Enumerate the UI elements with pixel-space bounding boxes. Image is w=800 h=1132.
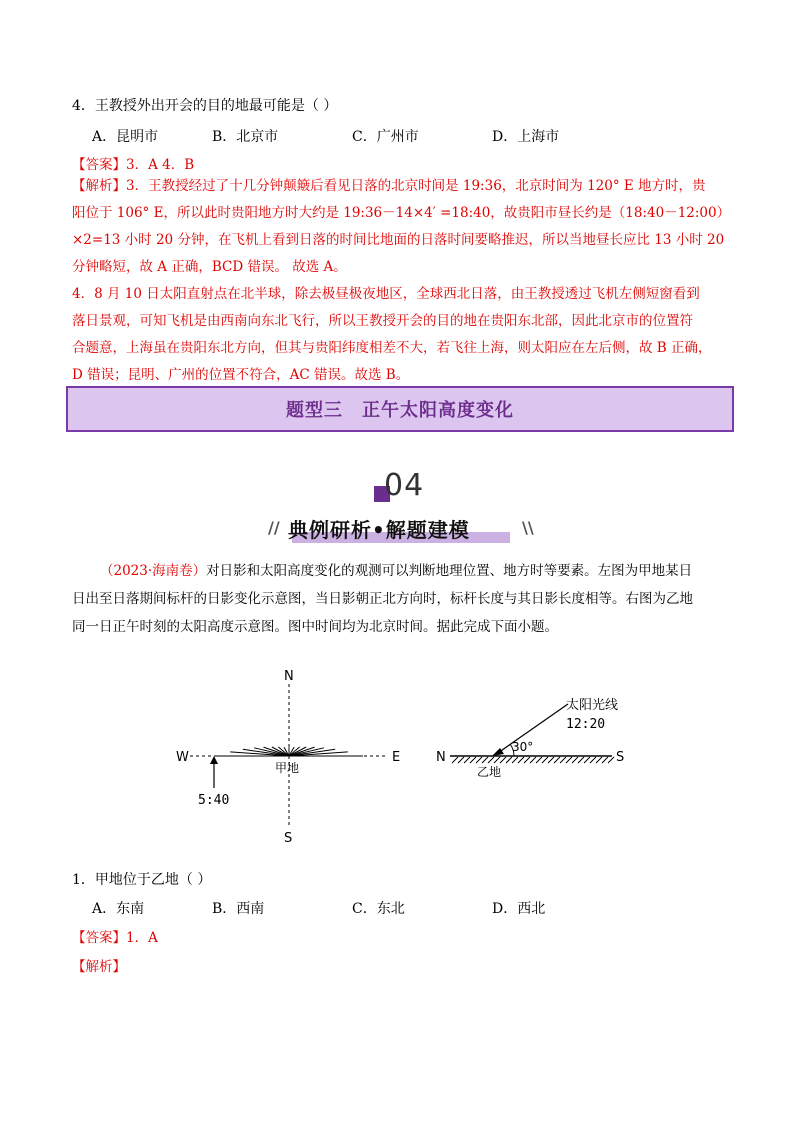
- answer-3-4: 【答案】3．A 4．B: [72, 157, 195, 173]
- hatch-line: [470, 757, 476, 763]
- label-south: S: [284, 831, 293, 846]
- hatch-line: [602, 757, 608, 763]
- q1-option-b: B．西南: [212, 901, 265, 917]
- hatch-line: [518, 757, 524, 763]
- hatch-line: [494, 757, 500, 763]
- arrowhead-icon: [210, 756, 218, 764]
- place-jia: 甲地: [275, 761, 300, 775]
- shadow-lines: [215, 747, 363, 756]
- q1-option-c: C．东北: [352, 901, 405, 917]
- hatch-line: [590, 757, 596, 763]
- q1-option-d: D．西北: [492, 901, 546, 917]
- hatch-line: [566, 757, 572, 763]
- left-slash-decoration: //: [268, 518, 280, 537]
- hatch-line: [452, 757, 458, 763]
- section-number: [374, 468, 434, 506]
- hatch-line: [464, 757, 470, 763]
- left-figure-shadow-diagram: [176, 669, 400, 846]
- hatch-line: [512, 757, 518, 763]
- hatch-line: [482, 757, 488, 763]
- intro-line: 同一日正午时刻的太阳高度示意图。图中时间均为北京时间。据此完成下面小题。: [72, 619, 558, 635]
- q4-option-a: A．昆明市: [92, 129, 159, 145]
- intro-line: 对日影和太阳高度变化的观测可以判断地理位置、地方时等要素。左图为甲地某日: [206, 563, 693, 579]
- analysis-line: D 错误；昆明、广州的位置不符合，AC 错误。故选 B。: [72, 367, 410, 383]
- figure: [0, 660, 800, 860]
- sunrise-time: 5:40: [198, 793, 230, 808]
- label-north-right: N: [436, 750, 446, 765]
- analysis-line: 分钟略短，故 A 正确，BCD 错误。 故选 A。: [72, 259, 347, 275]
- banner-title: 题型三 正午太阳高度变化: [286, 400, 514, 421]
- hatch-line: [536, 757, 542, 763]
- hatch-line: [548, 757, 554, 763]
- hatch-line: [530, 757, 536, 763]
- analysis-line: ×2=13 小时 20 分钟，在飞机上看到日落的时间比地面的日落时间要略推迟，所以当地昼长应比 13 小时 20: [72, 232, 725, 248]
- right-figure-sun-angle: [436, 697, 624, 779]
- section-number-text: 04: [384, 468, 425, 503]
- hatch-line: [476, 757, 482, 763]
- q4-option-c: C．广州市: [352, 129, 419, 145]
- intro-paragraph: [72, 557, 732, 641]
- answer-1: 【答案】1．A: [72, 930, 158, 946]
- right-slash-decoration: \\: [522, 518, 534, 537]
- hatch-line: [524, 757, 530, 763]
- section-subtitle: [282, 514, 522, 544]
- analysis-line: 落日景观，可知飞机是由西南向东北飞行，所以王教授开会的目的地在贵阳东北部，因此北京市的位置符: [72, 313, 693, 329]
- analysis-line: 阳位于 106° E，所以此时贵阳地方时大约是 19:36－14×4′ =18:40，故贵阳市昼长约是（18:40－12:00）: [72, 205, 731, 221]
- hatch-line: [458, 757, 464, 763]
- hatch-line: [500, 757, 506, 763]
- sun-ray-label: 太阳光线: [566, 698, 619, 713]
- label-west: W: [176, 750, 189, 765]
- hatch-line: [506, 757, 512, 763]
- sun-angle-label: 30°: [512, 740, 534, 754]
- question-4-stem: 4．王教授外出开会的目的地最可能是（ ）: [72, 98, 338, 114]
- ray-arrowhead-icon: [492, 748, 504, 756]
- hatch-line: [554, 757, 560, 763]
- analysis-line: 【解析】3．王教授经过了十几分钟颠簸后看见日落的北京时间是 19:36，北京时间为 120° E 地方时，贵: [72, 178, 706, 194]
- hatch-line: [596, 757, 602, 763]
- analysis-line: 合题意，上海虽在贵阳东北方向，但其与贵阳纬度相差不大，若飞往上海，则太阳应在左后侧，故 B 正确，: [72, 340, 712, 356]
- hatch-line: [608, 757, 614, 763]
- analysis-header: 【解析】: [72, 959, 126, 975]
- hatch-line: [488, 757, 494, 763]
- hatch-line: [560, 757, 566, 763]
- label-north: N: [284, 669, 294, 684]
- hatch-line: [578, 757, 584, 763]
- question-1-stem: 1．甲地位于乙地（ ）: [72, 872, 212, 888]
- ground-hatching: [452, 757, 614, 763]
- intro-source: （2023·海南卷）: [100, 563, 207, 579]
- label-east: E: [392, 750, 401, 765]
- analysis-block: [72, 173, 732, 389]
- noon-time: 12:20: [566, 717, 606, 732]
- q1-option-a: A．东南: [92, 901, 145, 917]
- place-yi: 乙地: [477, 765, 502, 779]
- hatch-line: [572, 757, 578, 763]
- hatch-line: [542, 757, 548, 763]
- q4-option-d: D．上海市: [492, 129, 560, 145]
- hatch-line: [584, 757, 590, 763]
- q4-option-b: B．北京市: [212, 129, 279, 145]
- section-subtitle-text: 典例研析•解题建模: [288, 518, 470, 542]
- analysis-line: 4．8 月 10 日太阳直射点在北半球，除去极昼极夜地区，全球西北日落，由王教授透过飞机左侧短窗看到: [72, 286, 700, 302]
- intro-line: 日出至日落期间标杆的日影变化示意图，当日影朝正北方向时，标杆长度与其日影长度相等。右图为乙地: [72, 591, 693, 607]
- section-banner: [66, 386, 734, 432]
- label-south-right: S: [616, 750, 625, 765]
